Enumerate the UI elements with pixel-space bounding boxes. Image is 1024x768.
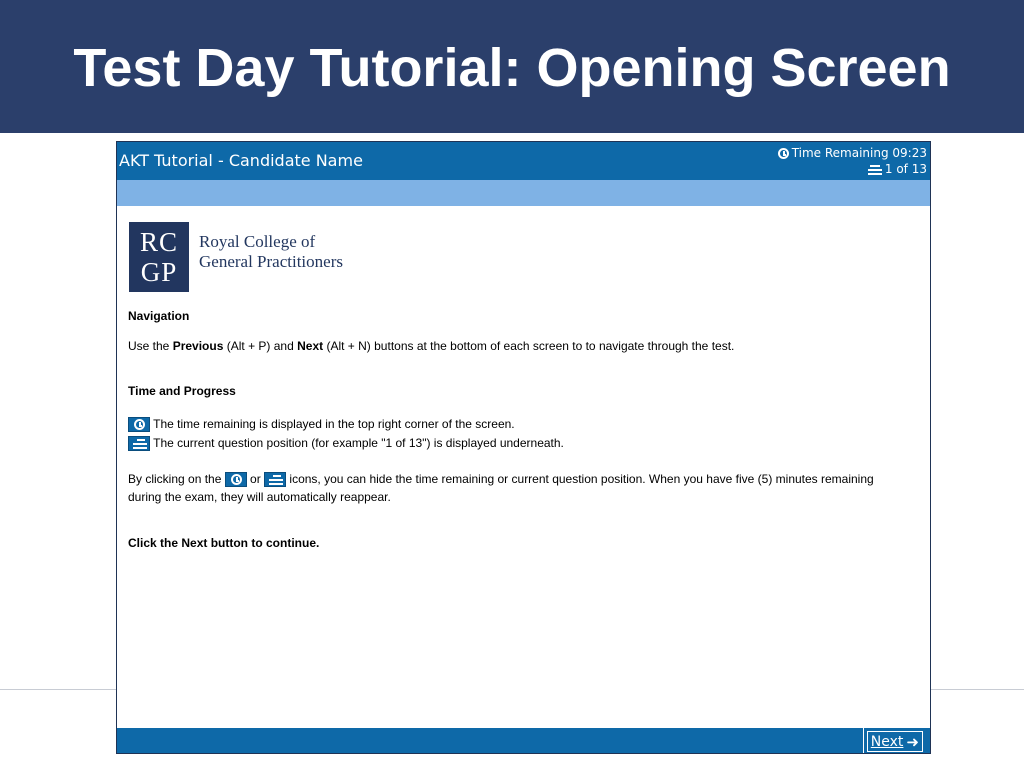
- time-remaining-text: Time Remaining 09:23: [791, 146, 927, 160]
- nav-previous-word: Previous: [172, 339, 224, 353]
- nav-next-word: Next: [297, 339, 324, 353]
- clock-line-text: The time remaining is displayed in the top right corner of the screen.: [153, 417, 515, 431]
- next-button-label: Next: [870, 733, 904, 750]
- arrow-right-icon: ➜: [906, 732, 919, 751]
- list-icon: [128, 436, 150, 451]
- hide-text-2: icons, you can hide the time remaining or current question position. When you have five (5) minutes remaining: [286, 472, 874, 486]
- navigation-text: [128, 339, 734, 354]
- footer-divider: [863, 728, 864, 753]
- clock-icon[interactable]: [778, 148, 789, 159]
- rcgp-logo: [129, 222, 343, 292]
- logo-line-1: Royal College of: [199, 232, 316, 251]
- position-line-text: The current question position (for example "1 of 13") is displayed underneath.: [153, 436, 564, 450]
- clock-icon: [225, 472, 247, 487]
- app-titlebar: [117, 142, 930, 180]
- hide-explanation-cont: during the exam, they will automatically reappear.: [128, 490, 391, 504]
- logo-letters-bottom: GP: [140, 257, 178, 287]
- logo-letters-top: RC: [139, 227, 179, 257]
- navigation-heading: Navigation: [128, 309, 190, 323]
- slide-title: Test Day Tutorial: Opening Screen: [73, 38, 951, 98]
- hide-text-1: By clicking on the: [128, 472, 225, 486]
- clock-explanation: [128, 417, 515, 432]
- hide-text-or: or: [246, 472, 265, 486]
- nav-text-3: (Alt + N) buttons at the bottom of each screen to to navigate through the test.: [323, 339, 735, 353]
- time-remaining[interactable]: [778, 145, 927, 161]
- app-footer: [117, 728, 930, 753]
- logo-mark: [129, 222, 189, 292]
- question-position-text: 1 of 13: [884, 162, 927, 176]
- status-area: [778, 145, 927, 177]
- nav-text-1: Use the: [128, 339, 173, 353]
- clock-icon: [128, 417, 150, 432]
- logo-line-2: General Practitioners: [199, 252, 343, 271]
- hide-explanation: [128, 472, 874, 487]
- logo-text: [199, 232, 343, 272]
- sub-toolbar: [117, 180, 930, 206]
- list-icon: [264, 472, 286, 487]
- tutorial-window: [116, 141, 931, 754]
- nav-text-2: (Alt + P) and: [223, 339, 298, 353]
- position-explanation: [128, 436, 564, 451]
- list-icon[interactable]: [866, 164, 882, 175]
- next-button[interactable]: [867, 731, 923, 752]
- time-progress-heading: Time and Progress: [128, 384, 236, 398]
- question-position[interactable]: [778, 161, 927, 177]
- continue-text: Click the Next button to continue.: [128, 536, 320, 550]
- slide-header: [0, 0, 1024, 133]
- app-title: AKT Tutorial - Candidate Name: [119, 151, 363, 170]
